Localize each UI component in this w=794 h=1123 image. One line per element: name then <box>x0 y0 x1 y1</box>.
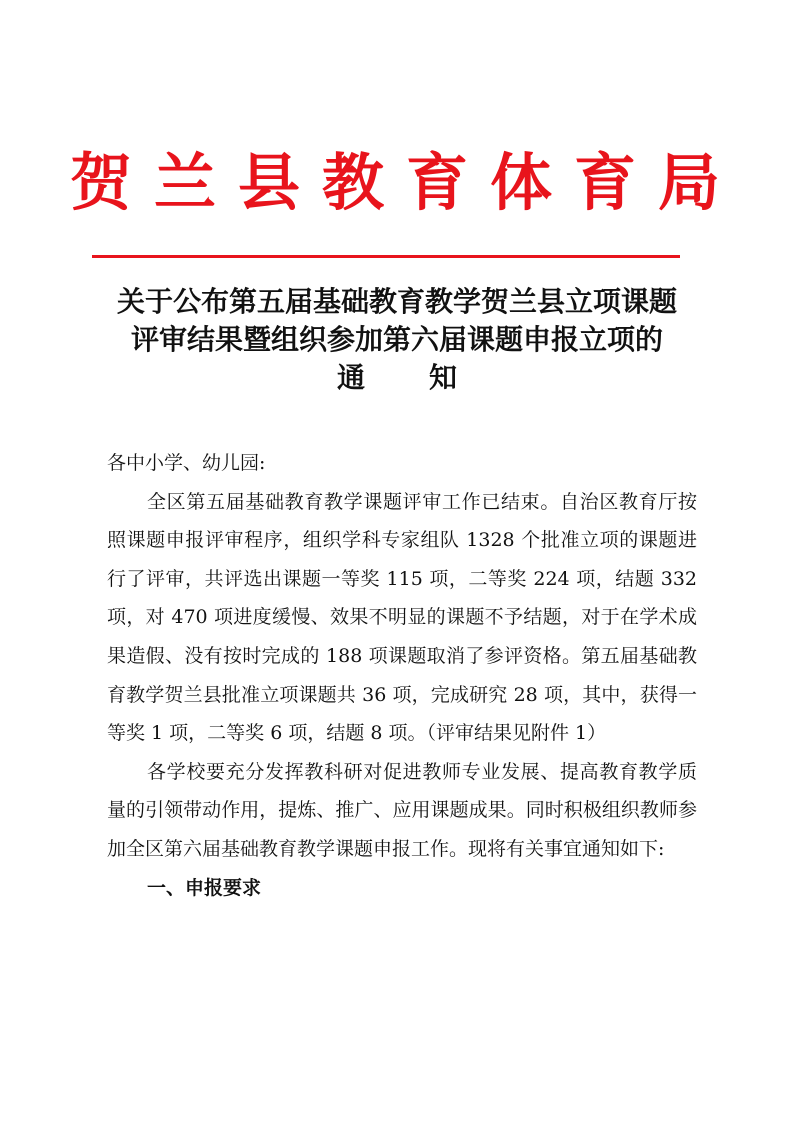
letterhead-red-rule <box>92 255 680 258</box>
title-line-2: 评审结果暨组织参加第六届课题申报立项的 <box>130 323 663 356</box>
title-line-3-part-2: 知 <box>429 361 458 394</box>
letterhead-org-name: 贺兰县教育体育局 <box>69 146 742 219</box>
body-paragraph-1: 全区第五届基础教育教学课题评审工作已结束。自治区教育厅按照课题申报评审程序，组织学科专家组队 1328 个批准立项的课题进行了评审，共评选出课题一等奖 115 项，二等奖 224 项，结题 332 项，对 470 项进度缓慢、效果不明显的课题不予结题，对于在学术成果造假、没有按时完成的 188 项课题取消了参评资格。第五届基础教育教学贺兰县批准立项课题共 36 项，完成研究 28 项，其中，获得一等奖 1 项，二等奖 6 项，结题 8 项。（评审结果见附件 1） <box>107 490 697 745</box>
body-paragraph-2: 各学校要充分发挥教科研对促进教师专业发展、提高教育教学质量的引领带动作用，提炼、推广、应用课题成果。同时积极组织教师参加全区第六届基础教育教学课题申报工作。现将有关事宜通知如下: <box>107 760 697 860</box>
salutation: 各中小学、幼儿园: <box>107 452 266 474</box>
document-title <box>60 283 734 397</box>
title-line-3-part-1: 通 <box>336 361 365 394</box>
document-body <box>107 444 697 907</box>
title-line-3 <box>60 359 734 397</box>
title-line-1: 关于公布第五届基础教育教学贺兰县立项课题 <box>116 285 677 318</box>
section-heading-1: 一、申报要求 <box>147 876 262 899</box>
